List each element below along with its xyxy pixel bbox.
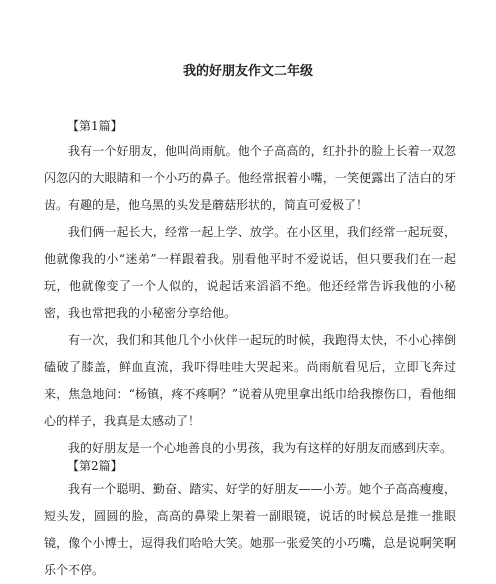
paragraph: 我们俩一起长大，经常一起上学、放学。在小区里，我们经常一起玩耍，他就像我的小“迷弟”一样跟着我。别看他平时不爱说话，但只要我们在一起玩，他就像变了一个人似的，说起话来滔滔不绝。他还经常告诉我他的小秘密，我也常把我的小秘密分享给他。: [44, 225, 456, 320]
section-1-body: [44, 138, 456, 462]
paragraph: 我的好朋友是一个心地善良的小男孩，我为有这样的好朋友而感到庆幸。: [68, 441, 453, 455]
document-title: 我的好朋友作文二年级: [182, 64, 313, 79]
paragraph: 有一次，我们和其他几个小伙伴一起玩的时候，我跑得太快，不小心摔倒磕破了膝盖，鲜血直流，我吓得哇哇大哭起来。尚雨航看见后，立即飞奔过来，焦急地问：“杨镇，疼不疼啊？”说着从兜里拿出纸巾给我擦伤口，看他细心的样子，我真是太感动了！: [44, 333, 456, 428]
section-2-body: [44, 476, 456, 584]
section-2-heading: 【第2篇】: [67, 459, 123, 473]
section-1-heading: 【第1篇】: [67, 119, 123, 133]
paragraph: 我有一个聪明、勤奋、踏实、好学的好朋友——小芳。她个子高高瘦瘦，短头发，圆圆的脸，高高的鼻梁上架着一副眼镜，说话的时候总是推一推眼镜，像个小博士，逗得我们哈哈大笑。她那一张爱笑的小巧嘴，总是说啊笑啊乐个不停。: [44, 482, 456, 577]
paragraph: 我有一个好朋友，他叫尚雨航。他个子高高的，红扑扑的脸上长着一双忽闪忽闪的大眼睛和一个小巧的鼻子。他经常抿着小嘴，一笑便露出了洁白的牙齿。有趣的是，他乌黑的头发是蘑菇形状的，简直可爱极了！: [44, 144, 456, 212]
